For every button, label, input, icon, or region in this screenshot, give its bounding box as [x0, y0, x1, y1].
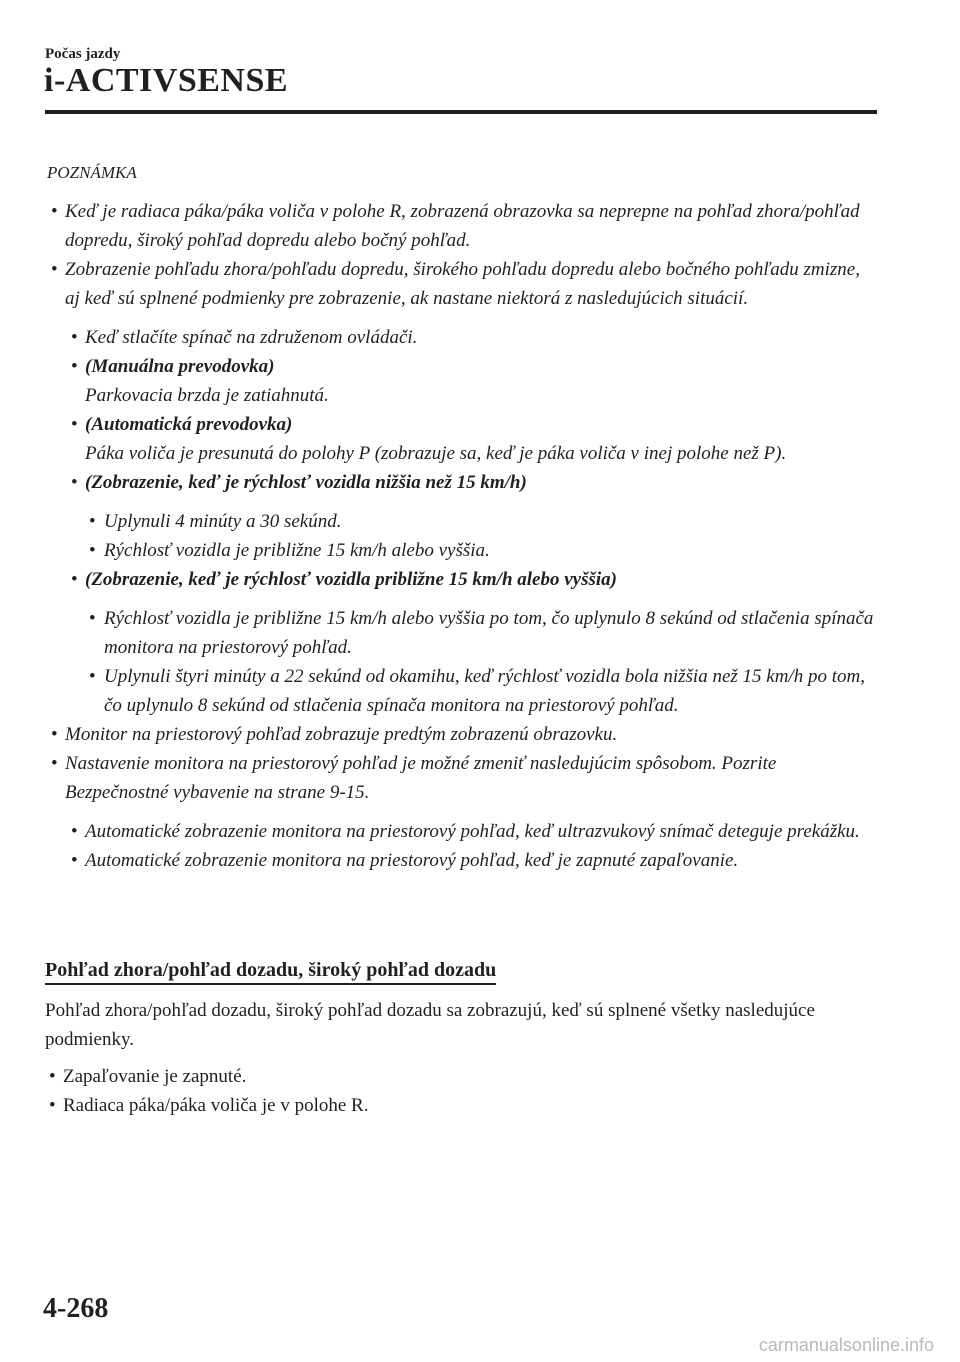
setting-text: Automatické zobrazenie monitora na priestorový pohľad, keď je zapnuté zapaľovanie.: [85, 850, 739, 871]
sub-condition-text: Uplynuli 4 minúty a 30 sekúnd.: [104, 511, 342, 532]
bullet-icon: •: [71, 472, 78, 493]
page-title: i-ACTIVSENSE: [44, 62, 289, 99]
note-item-text: Nastavenie monitora na priestorový pohľad je možné zmeniť nasledujúcim spôsobom. Pozrite Bezpečnostné vybavenie na strane 9-15.: [65, 753, 777, 803]
bullet-icon: •: [71, 414, 78, 435]
bullet-icon: •: [89, 666, 96, 687]
bullet-icon: •: [51, 753, 58, 774]
setting-item: [47, 817, 877, 846]
note-item: [47, 749, 877, 807]
situation-heading: (Automatická prevodovka): [85, 414, 293, 435]
sub-condition-item: [47, 536, 877, 565]
bullet-icon: •: [89, 540, 96, 561]
sub-condition-text: Uplynuli štyri minúty a 22 sekúnd od okamihu, keď rýchlosť vozidla bola nižšia než 15 km/h po tom, čo uplynulo 8 sekúnd od stlačenia spínača monitora na priestorový pohľad.: [104, 666, 865, 716]
note-box: [47, 158, 877, 875]
condition-text: Radiaca páka/páka voliča je v polohe R.: [63, 1095, 369, 1116]
bullet-icon: •: [51, 259, 58, 280]
situation-item: [47, 410, 877, 468]
note-item: [47, 255, 877, 313]
running-header-section: Počas jazdy: [45, 46, 121, 62]
note-title: POZNÁMKA: [47, 163, 137, 182]
bullet-icon: •: [89, 511, 96, 532]
bullet-icon: •: [51, 724, 58, 745]
situation-text: Páka voliča je presunutá do polohy P (zobrazuje sa, keď je páka voliča v inej polohe než P).: [85, 443, 787, 464]
sub-condition-item: [47, 604, 877, 662]
situation-heading: (Zobrazenie, keď je rýchlosť vozidla približne 15 km/h alebo vyššia): [85, 569, 617, 590]
situation-item: [47, 352, 877, 410]
sub-condition-item: [47, 662, 877, 720]
bullet-icon: •: [49, 1066, 56, 1087]
section-heading: Pohľad zhora/pohľad dozadu, široký pohľad dozadu: [45, 957, 496, 985]
situation-item: [47, 565, 877, 594]
bullet-icon: •: [71, 850, 78, 871]
section-paragraph: Pohľad zhora/pohľad dozadu, široký pohľad dozadu sa zobrazujú, keď sú splnené všetky nasledujúce podmienky.: [45, 1000, 815, 1050]
bullet-icon: •: [71, 327, 78, 348]
situation-item: [47, 468, 877, 497]
situation-text: Parkovacia brzda je zatiahnutá.: [85, 385, 329, 406]
note-item: [47, 720, 877, 749]
condition-item: [45, 1091, 875, 1120]
situation-text: Keď stlačíte spínač na združenom ovládači.: [85, 327, 418, 348]
page-number: 4-268: [43, 1293, 109, 1324]
sub-condition-text: Rýchlosť vozidla je približne 15 km/h alebo vyššia po tom, čo uplynulo 8 sekúnd od stlačenia spínača monitora na priestorový pohľad.: [104, 608, 874, 658]
setting-text: Automatické zobrazenie monitora na priestorový pohľad, keď ultrazvukový snímač deteguje prekážku.: [85, 821, 860, 842]
bullet-icon: •: [51, 201, 58, 222]
situation-heading: (Zobrazenie, keď je rýchlosť vozidla nižšia než 15 km/h): [85, 472, 527, 493]
bullet-icon: •: [49, 1095, 56, 1116]
situation-heading: (Manuálna prevodovka): [85, 356, 275, 377]
note-item-text: Keď je radiaca páka/páka voliča v polohe R, zobrazená obrazovka sa neprepne na pohľad zhora/pohľad dopredu, široký pohľad dopredu alebo bočný pohľad.: [65, 201, 860, 251]
header-divider: [45, 110, 877, 114]
condition-item: [45, 1062, 875, 1091]
setting-item: [47, 846, 877, 875]
sub-condition-item: [47, 507, 877, 536]
note-item-text: Monitor na priestorový pohľad zobrazuje predtým zobrazenú obrazovku.: [65, 724, 618, 745]
sub-condition-text: Rýchlosť vozidla je približne 15 km/h alebo vyššia.: [104, 540, 490, 561]
condition-list: [45, 1062, 875, 1120]
note-item: [47, 197, 877, 255]
watermark: carmanualsonline.info: [758, 1335, 934, 1355]
situation-item: [47, 323, 877, 352]
condition-text: Zapaľovanie je zapnuté.: [63, 1066, 247, 1087]
bullet-icon: •: [89, 608, 96, 629]
bullet-icon: •: [71, 821, 78, 842]
bullet-icon: •: [71, 569, 78, 590]
bullet-icon: •: [71, 356, 78, 377]
note-item-text: Zobrazenie pohľadu zhora/pohľadu dopredu, širokého pohľadu dopredu alebo bočného pohľadu zmizne, aj keď sú splnené podmienky pre zobrazenie, ak nastane niektorá z nasledujúcich situácií.: [65, 259, 860, 309]
